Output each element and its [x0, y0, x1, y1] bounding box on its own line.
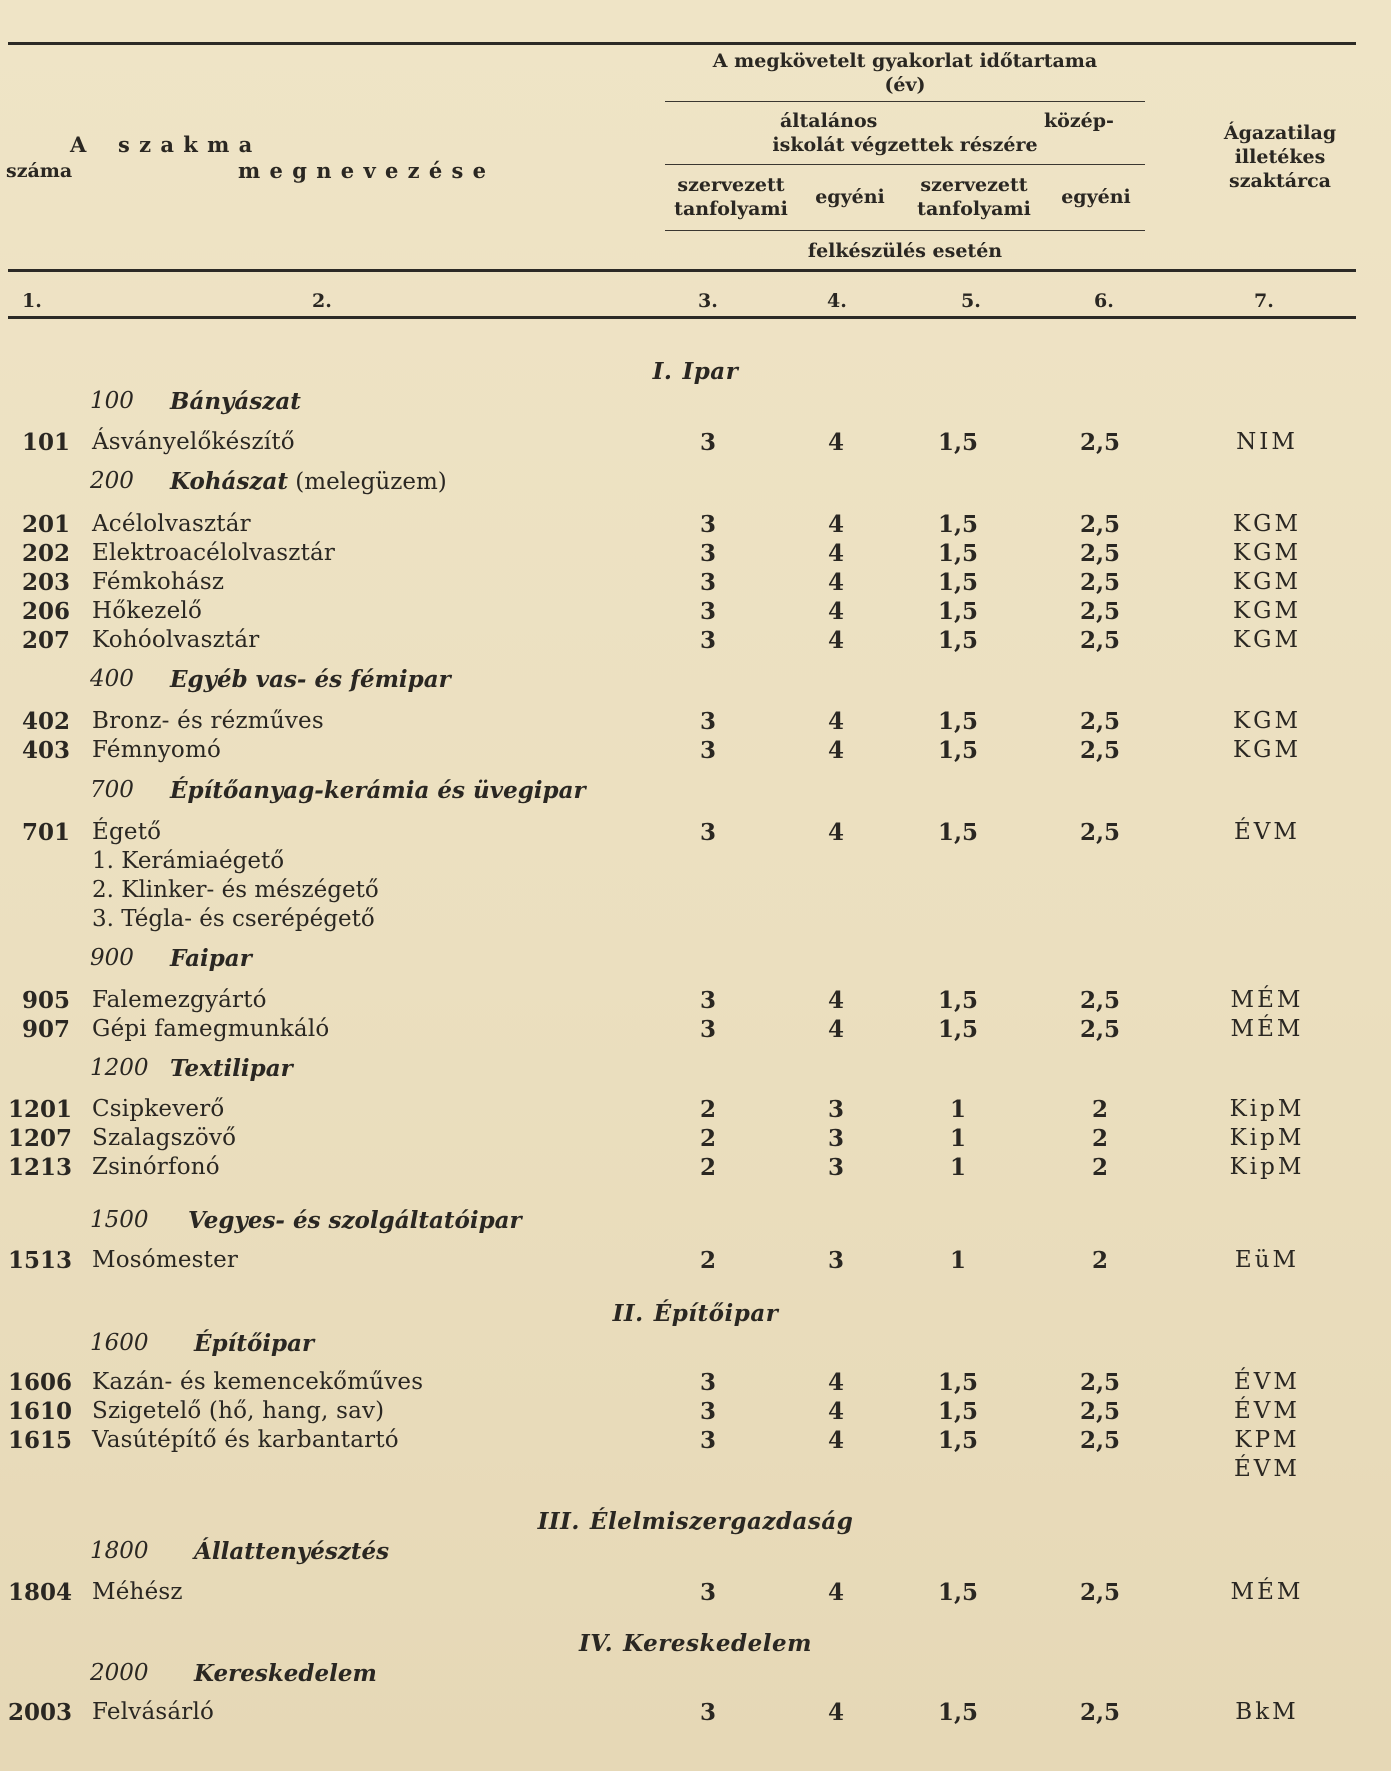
- secondary-organized-value: 1,5: [937, 598, 978, 625]
- group-name: [170, 945, 252, 972]
- general-individual-value: 4: [827, 708, 844, 735]
- general-organized-value: 3: [699, 540, 716, 567]
- secondary-organized-value: 1,5: [937, 1427, 978, 1454]
- ministry-code: BkM: [1235, 1699, 1299, 1725]
- trade-code: 1606: [8, 1369, 73, 1396]
- secondary-organized-value: 1,5: [937, 1699, 978, 1726]
- general-organized-value: 3: [699, 1427, 716, 1454]
- table-row: [0, 568, 1391, 597]
- group-code: 2000: [90, 1660, 149, 1686]
- section-heading: [0, 1300, 1391, 1327]
- secondary-label: közép-: [1044, 110, 1114, 132]
- sub-item: 1. Kerámiaégető: [92, 848, 285, 874]
- general-individual-value: 4: [827, 598, 844, 625]
- duration-title: A megkövetelt gyakorlat időtartama: [712, 50, 1098, 72]
- column-number-4: 4.: [827, 290, 847, 312]
- table-row: [0, 1095, 1391, 1124]
- table-row: [0, 539, 1391, 568]
- section-roman: IV.: [579, 1630, 614, 1657]
- individual-b: egyéni: [1061, 186, 1131, 208]
- organized-a-line2: tanfolyami: [674, 198, 788, 220]
- ministry-code: KGM: [1232, 627, 1302, 653]
- general-individual-value: 4: [827, 1579, 844, 1606]
- ministry-code: KGM: [1232, 511, 1302, 537]
- group-heading: [0, 468, 1391, 500]
- group-heading: [0, 1538, 1391, 1570]
- table-row: [0, 1578, 1391, 1607]
- ministry-code: NIM: [1236, 429, 1298, 455]
- general-individual-value: 4: [827, 429, 844, 456]
- trade-code: 1615: [8, 1427, 73, 1454]
- section-heading: [0, 1508, 1391, 1535]
- trade-code: 701: [21, 819, 70, 846]
- secondary-organized-value: 1,5: [937, 627, 978, 654]
- group-heading: [0, 666, 1391, 698]
- secondary-individual-value: 2,5: [1079, 987, 1120, 1014]
- trade-code: 402: [21, 708, 70, 735]
- section-heading: [0, 358, 1391, 385]
- secondary-organized-value: 1: [949, 1247, 966, 1274]
- preparation-label: felkészülés esetén: [807, 240, 1003, 262]
- trade-name: Zsinórfonó: [92, 1154, 220, 1180]
- general-individual-value: 3: [827, 1125, 844, 1152]
- column-number-6: 6.: [1094, 290, 1114, 312]
- ministry-code: KipM: [1229, 1125, 1305, 1151]
- school-label: iskolát végzettek részére: [772, 134, 1038, 156]
- general-organized-value: 3: [699, 987, 716, 1014]
- general-organized-value: 3: [699, 737, 716, 764]
- group-code: 700: [90, 777, 134, 803]
- group-title: Faipar: [170, 945, 252, 972]
- trade-code: 207: [21, 627, 70, 654]
- group-code: 1200: [90, 1055, 149, 1081]
- general-organized-value: 3: [699, 1579, 716, 1606]
- trade-name: Hőkezelő: [92, 598, 202, 624]
- trade-code: 403: [21, 737, 70, 764]
- trade-name: Méhész: [92, 1579, 183, 1605]
- trade-name: Égető: [92, 819, 162, 845]
- ministry-header-1: Ágazatilag: [1223, 122, 1337, 144]
- section-title: Ipar: [682, 358, 739, 385]
- school-underline: [665, 164, 1145, 165]
- ministry-code: ÉVM: [1234, 1369, 1300, 1395]
- group-note: (melegüzem): [288, 469, 447, 495]
- secondary-organized-value: 1,5: [937, 429, 978, 456]
- group-title: Egyéb vas- és fémipar: [170, 666, 451, 693]
- section-roman: III.: [537, 1508, 580, 1535]
- trade-name: Gépi famegmunkáló: [92, 1016, 330, 1042]
- group-title: Kereskedelem: [194, 1660, 377, 1687]
- general-individual-value: 3: [827, 1247, 844, 1274]
- trade-name: Szalagszövő: [92, 1125, 237, 1151]
- trade-code: 201: [21, 511, 70, 538]
- table-row: [0, 818, 1391, 847]
- preparation-overline: [665, 230, 1145, 231]
- ministry-code: KipM: [1229, 1154, 1305, 1180]
- ministry-code: KPM: [1234, 1427, 1300, 1453]
- group-name: [194, 1660, 377, 1687]
- trade-name: Bronz- és rézműves: [92, 708, 324, 734]
- table-row: [0, 1015, 1391, 1044]
- ministry-code: ÉVM: [1234, 819, 1300, 845]
- group-name: [170, 1055, 293, 1082]
- secondary-individual-value: 2,5: [1079, 627, 1120, 654]
- group-code: 100: [90, 388, 134, 414]
- group-name: [170, 666, 451, 693]
- ministry-code: KGM: [1232, 540, 1302, 566]
- secondary-individual-value: 2,5: [1079, 1398, 1120, 1425]
- general-individual-value: 4: [827, 1427, 844, 1454]
- trade-name: Vasútépítő és karbantartó: [92, 1427, 399, 1453]
- ministry-code: MÉM: [1230, 987, 1304, 1013]
- ministry-code: ÉVM: [1234, 1456, 1300, 1482]
- secondary-organized-value: 1,5: [937, 569, 978, 596]
- section-roman: I.: [652, 358, 673, 385]
- general-organized-value: 2: [699, 1247, 716, 1274]
- secondary-organized-value: 1,5: [937, 737, 978, 764]
- table-row: [0, 736, 1391, 765]
- general-organized-value: 3: [699, 598, 716, 625]
- ministry-code: KGM: [1232, 569, 1302, 595]
- organized-a-line1: szervezett: [677, 174, 785, 196]
- group-heading: [0, 1660, 1391, 1692]
- ministry-header-3: szaktárca: [1229, 170, 1331, 192]
- top-rule: [8, 42, 1356, 45]
- section-title: Élelmiszergazdaság: [589, 1508, 854, 1535]
- general-organized-value: 3: [699, 819, 716, 846]
- general-organized-value: 3: [699, 1369, 716, 1396]
- general-organized-value: 3: [699, 1398, 716, 1425]
- secondary-individual-value: 2,5: [1079, 1016, 1120, 1043]
- secondary-individual-value: 2: [1091, 1247, 1108, 1274]
- general-label: általános: [780, 110, 878, 132]
- trade-name: Kazán- és kemencekőműves: [92, 1369, 424, 1395]
- secondary-organized-value: 1,5: [937, 1398, 978, 1425]
- group-name: [194, 1538, 389, 1565]
- secondary-individual-value: 2,5: [1079, 1427, 1120, 1454]
- group-title: Kohászat: [170, 468, 288, 495]
- table-row: [0, 1246, 1391, 1275]
- general-individual-value: 4: [827, 511, 844, 538]
- group-name: [170, 468, 447, 495]
- column-number-2: 2.: [312, 290, 332, 312]
- organized-b-line1: szervezett: [920, 174, 1028, 196]
- column-numbers-rule: [8, 316, 1356, 319]
- group-name: [188, 1207, 522, 1234]
- trade-name: Acélolvasztár: [92, 511, 251, 537]
- trade-name: Fémnyomó: [92, 737, 222, 763]
- general-individual-value: 4: [827, 987, 844, 1014]
- secondary-individual-value: 2,5: [1079, 569, 1120, 596]
- header-col1-top: A: [70, 132, 87, 157]
- secondary-individual-value: 2,5: [1079, 708, 1120, 735]
- general-individual-value: 4: [827, 540, 844, 567]
- ministry-code: KGM: [1232, 708, 1302, 734]
- column-number-7: 7.: [1254, 290, 1274, 312]
- table-row: [0, 1698, 1391, 1727]
- sub-item: 3. Tégla- és cserépégető: [92, 906, 375, 932]
- trade-name: Elektroacélolvasztár: [92, 540, 336, 566]
- secondary-individual-value: 2: [1091, 1096, 1108, 1123]
- organized-b-line2: tanfolyami: [917, 198, 1031, 220]
- group-heading: [0, 388, 1391, 420]
- group-title: Építőipar: [194, 1330, 315, 1357]
- trade-name: Csipkeverő: [92, 1096, 225, 1122]
- secondary-individual-value: 2,5: [1079, 1699, 1120, 1726]
- table-row: [0, 510, 1391, 539]
- general-organized-value: 3: [699, 511, 716, 538]
- group-code: 400: [90, 666, 134, 692]
- table-row: [0, 1397, 1391, 1426]
- trade-code: 2003: [8, 1699, 73, 1726]
- ministry-code: EüM: [1234, 1247, 1300, 1273]
- general-organized-value: 3: [699, 429, 716, 456]
- secondary-organized-value: 1: [949, 1096, 966, 1123]
- general-organized-value: 3: [699, 708, 716, 735]
- secondary-individual-value: 2,5: [1079, 819, 1120, 846]
- trade-code: 905: [21, 987, 70, 1014]
- ministry-code: ÉVM: [1234, 1398, 1300, 1424]
- group-heading: [0, 945, 1391, 977]
- group-code: 1600: [90, 1330, 149, 1356]
- table-row: [0, 707, 1391, 736]
- general-individual-value: 4: [827, 737, 844, 764]
- secondary-organized-value: 1: [949, 1154, 966, 1181]
- sub-item: 2. Klinker- és mészégető: [92, 877, 379, 903]
- section-heading: [0, 1630, 1391, 1657]
- general-individual-value: 4: [827, 569, 844, 596]
- secondary-individual-value: 2,5: [1079, 1579, 1120, 1606]
- trade-code: 1610: [8, 1398, 73, 1425]
- trade-code: 907: [21, 1016, 70, 1043]
- group-code: 200: [90, 468, 134, 494]
- column-number-1: 1.: [22, 290, 42, 312]
- general-individual-value: 4: [827, 819, 844, 846]
- column-number-3: 3.: [698, 290, 718, 312]
- group-code: 1800: [90, 1538, 149, 1564]
- general-individual-value: 3: [827, 1154, 844, 1181]
- group-name: [170, 777, 586, 804]
- trade-code: 1201: [8, 1096, 73, 1123]
- section-title: Építőipar: [653, 1300, 779, 1327]
- secondary-individual-value: 2,5: [1079, 737, 1120, 764]
- table-row-continuation: [0, 1455, 1391, 1484]
- secondary-individual-value: 2,5: [1079, 429, 1120, 456]
- table-row: [0, 1426, 1391, 1455]
- header-col2-bottom: m e g n e v e z é s e: [238, 158, 488, 183]
- secondary-organized-value: 1,5: [937, 1016, 978, 1043]
- ministry-code: KGM: [1232, 598, 1302, 624]
- general-organized-value: 3: [699, 1016, 716, 1043]
- group-heading: [0, 1055, 1391, 1087]
- header-col1-bottom: száma: [6, 160, 73, 182]
- duration-underline: [665, 101, 1145, 102]
- general-individual-value: 4: [827, 1398, 844, 1425]
- general-organized-value: 3: [699, 627, 716, 654]
- trade-code: 1213: [8, 1154, 73, 1181]
- general-organized-value: 3: [699, 569, 716, 596]
- group-title: Textilipar: [170, 1055, 293, 1082]
- trade-code: 202: [21, 540, 70, 567]
- table-row: [0, 428, 1391, 457]
- trade-code: 101: [21, 429, 70, 456]
- ministry-code: MÉM: [1230, 1016, 1304, 1042]
- secondary-organized-value: 1: [949, 1125, 966, 1152]
- group-name: [170, 388, 301, 415]
- general-individual-value: 4: [827, 1369, 844, 1396]
- general-individual-value: 3: [827, 1096, 844, 1123]
- ministry-code: KipM: [1229, 1096, 1305, 1122]
- secondary-individual-value: 2: [1091, 1125, 1108, 1152]
- table-row: [0, 597, 1391, 626]
- secondary-individual-value: 2,5: [1079, 511, 1120, 538]
- secondary-organized-value: 1,5: [937, 511, 978, 538]
- duration-unit: (év): [884, 74, 926, 96]
- general-individual-value: 4: [827, 1699, 844, 1726]
- header-bottom-rule: [8, 269, 1356, 272]
- general-organized-value: 3: [699, 1699, 716, 1726]
- secondary-organized-value: 1,5: [937, 1369, 978, 1396]
- trade-name: Szigetelő (hő, hang, sav): [92, 1398, 385, 1424]
- secondary-individual-value: 2,5: [1079, 1369, 1120, 1396]
- column-number-5: 5.: [961, 290, 981, 312]
- trade-code: 206: [21, 598, 70, 625]
- table-row: [0, 1124, 1391, 1153]
- table-row: [0, 986, 1391, 1015]
- secondary-individual-value: 2,5: [1079, 598, 1120, 625]
- general-individual-value: 4: [827, 1016, 844, 1043]
- group-title: Bányászat: [170, 388, 301, 415]
- table-row: [0, 1153, 1391, 1182]
- trade-code: 1513: [8, 1247, 73, 1274]
- trade-name: Falemezgyártó: [92, 987, 267, 1013]
- trade-code: 1804: [8, 1579, 73, 1606]
- group-heading: [0, 1330, 1391, 1362]
- trade-name: Kohóolvasztár: [92, 627, 260, 653]
- ministry-code: MÉM: [1230, 1579, 1304, 1605]
- secondary-organized-value: 1,5: [937, 987, 978, 1014]
- group-name: [194, 1330, 314, 1357]
- section-roman: II.: [612, 1300, 644, 1327]
- group-code: 900: [90, 945, 134, 971]
- trade-code: 1207: [8, 1125, 73, 1152]
- ministry-code: KGM: [1232, 737, 1302, 763]
- secondary-organized-value: 1,5: [937, 708, 978, 735]
- general-organized-value: 2: [699, 1125, 716, 1152]
- group-title: Vegyes- és szolgáltatóipar: [188, 1207, 522, 1234]
- table-row: [0, 1368, 1391, 1397]
- individual-a: egyéni: [815, 186, 885, 208]
- trade-name: Felvásárló: [92, 1699, 215, 1725]
- group-heading: [0, 777, 1391, 809]
- section-title: Kereskedelem: [623, 1630, 812, 1657]
- trade-code: 203: [21, 569, 70, 596]
- table-row: [0, 626, 1391, 655]
- secondary-individual-value: 2,5: [1079, 540, 1120, 567]
- secondary-organized-value: 1,5: [937, 819, 978, 846]
- general-organized-value: 2: [699, 1096, 716, 1123]
- group-title: Állattenyésztés: [194, 1538, 390, 1565]
- secondary-individual-value: 2: [1091, 1154, 1108, 1181]
- secondary-organized-value: 1,5: [937, 540, 978, 567]
- group-heading: [0, 1207, 1391, 1239]
- general-organized-value: 2: [699, 1154, 716, 1181]
- group-code: 1500: [90, 1207, 149, 1233]
- trade-name: Mosómester: [92, 1247, 239, 1273]
- secondary-organized-value: 1,5: [937, 1579, 978, 1606]
- trade-name: Fémkohász: [92, 569, 225, 595]
- group-title: Építőanyag-kerámia és üvegipar: [170, 777, 586, 804]
- general-individual-value: 4: [827, 627, 844, 654]
- header-col2-top: s z a k m a: [118, 132, 254, 157]
- trade-name: Ásványelőkészítő: [92, 429, 295, 455]
- ministry-header-2: illetékes: [1234, 146, 1326, 168]
